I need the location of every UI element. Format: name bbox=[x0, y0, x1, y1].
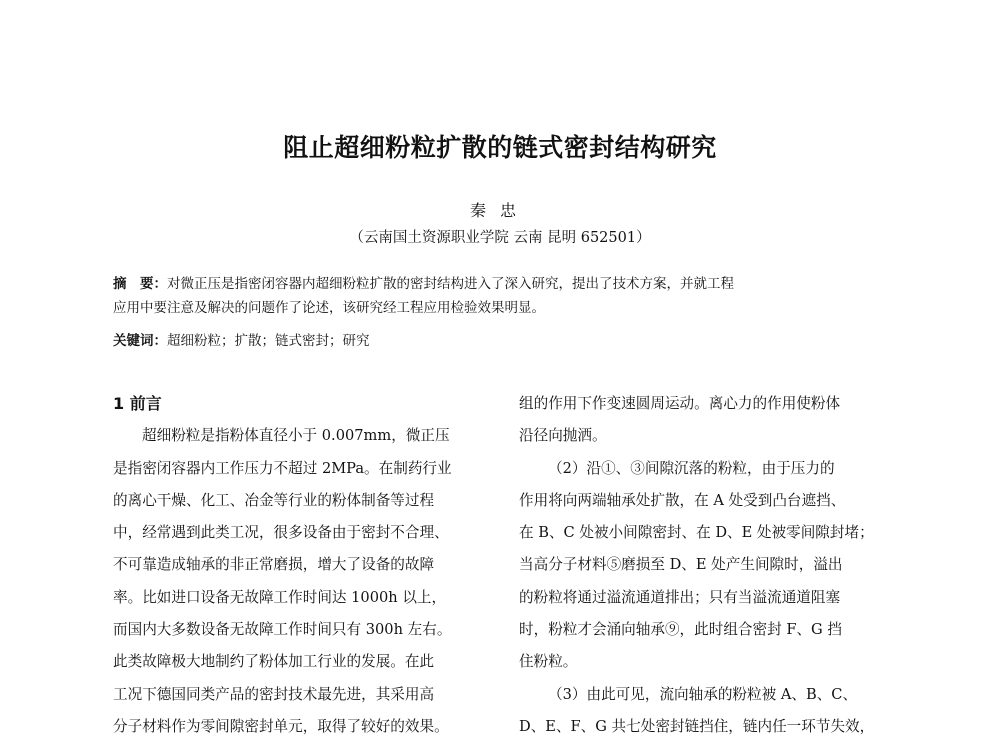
keywords-text: 超细粉粒；扩散；链式密封；研究 bbox=[167, 333, 370, 349]
keywords bbox=[113, 329, 893, 349]
text-line: 沿径向抛洒。 bbox=[519, 427, 607, 445]
text-line: 是指密闭容器内工作压力不超过 2MPa。在制药行业 bbox=[113, 459, 452, 477]
text-line: 中，经常遇到此类工况，很多设备由于密封不合理、 bbox=[113, 524, 449, 542]
paper-title: 阻止超细粉粒扩散的链式密封结构研究 bbox=[283, 133, 717, 162]
text-line: （3）由此可见，流向轴承的粉粒被 A、B、C、 bbox=[548, 685, 858, 703]
abstract bbox=[113, 272, 893, 320]
text-line: 此类故障极大地制约了粉体加工行业的发展。在此 bbox=[113, 653, 435, 671]
text-line: 率。比如进口设备无故障工作时间达 1000h 以上， bbox=[113, 588, 447, 606]
left-column bbox=[113, 388, 498, 743]
text-line: 工况下德国同类产品的密封技术最先进，其采用高 bbox=[113, 685, 435, 703]
keywords-label: 关键词： bbox=[113, 333, 167, 349]
text-line: 超细粉粒是指粉体直径小于 0.007mm，微正压 bbox=[142, 427, 450, 445]
right-column bbox=[519, 388, 897, 743]
author-affiliation: （云南国土资源职业学院 云南 昆明 652501） bbox=[349, 230, 651, 246]
text-line: 分子材料作为零间隙密封单元，取得了较好的效果。 bbox=[113, 717, 449, 735]
abstract-label: 摘 要： bbox=[113, 276, 167, 292]
text-line: （2）沿①、③间隙沉落的粉粒，由于压力的 bbox=[548, 459, 835, 477]
text-line: 组的作用下作变速圆周运动。离心力的作用使粉体 bbox=[519, 395, 841, 412]
section-heading: 1 前言 bbox=[113, 394, 162, 413]
abstract-text-1: 对微正压是指密闭容器内超细粉粒扩散的密封结构进入了深入研究，提出了技术方案，并就工程 bbox=[167, 276, 734, 292]
text-line: D、E、F、G 共七处密封链挡住，链内任一环节失效， bbox=[519, 717, 875, 735]
text-line: 而国内大多数设备无故障工作时间只有 300h 左右。 bbox=[113, 621, 452, 639]
text-line: 当高分子材料⑤磨损至 D、E 处产生间隙时，溢出 bbox=[519, 556, 843, 574]
text-line: 不可靠造成轴承的非正常磨损，增大了设备的故障 bbox=[113, 556, 435, 574]
text-line: 作用将向两端轴承处扩散，在 A 处受到凸台遮挡、 bbox=[519, 491, 846, 509]
text-line: 的离心干燥、化工、冶金等行业的粉体制备等过程 bbox=[113, 491, 435, 509]
author-name: 秦忠 bbox=[469, 201, 530, 220]
abstract-line-1 bbox=[113, 272, 893, 296]
text-line: 时，粉粒才会涌向轴承⑨，此时组合密封 F、G 挡 bbox=[519, 621, 842, 639]
text-line: 住粉粒。 bbox=[519, 653, 578, 671]
abstract-line-2: 应用中要注意及解决的问题作了论述，该研究经工程应用检验效果明显。 bbox=[113, 300, 545, 316]
text-line: 的粉粒将通过溢流通道排出；只有当溢流通道阻塞 bbox=[519, 588, 841, 606]
text-line: 在 B、C 处被小间隙密封、在 D、E 处被零间隙封堵； bbox=[519, 524, 874, 542]
